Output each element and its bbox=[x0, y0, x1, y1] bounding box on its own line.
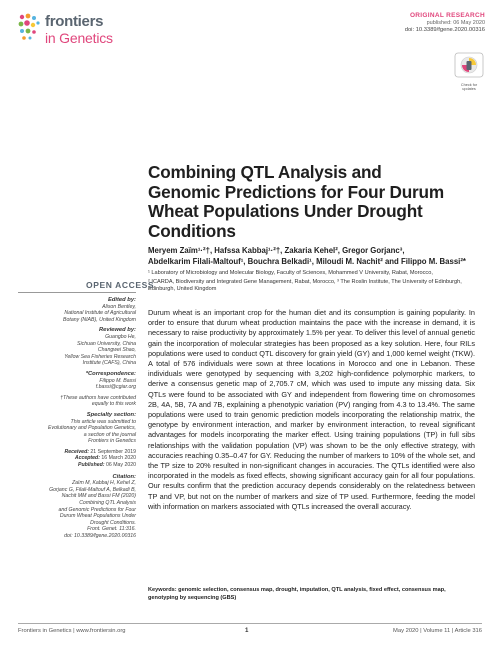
sidebar-line: Evolutionary and Population Genetics, bbox=[48, 425, 136, 432]
journal-logo[interactable] bbox=[18, 11, 128, 51]
footer-journal-link[interactable]: Frontiers in Genetics | www.frontiersin.org bbox=[18, 628, 126, 634]
open-access-label: OPEN ACCESS bbox=[86, 280, 155, 290]
journal-name: in Genetics bbox=[45, 30, 113, 46]
article-sidebar bbox=[18, 297, 136, 544]
title-line: Wheat Populations Under Drought bbox=[148, 201, 423, 221]
sidebar-line: Combining QTL Analysis bbox=[79, 500, 136, 507]
citation-heading: Citation: bbox=[112, 473, 136, 480]
published-date: published: 06 May 2020 bbox=[426, 20, 485, 26]
abstract: Durum wheat is an important crop for the human diet and its consumption is gaining popularity. In order to ensure that durum wheat production maintains the pace with the increase in demand, it is necessary to raise productivity by approximately 1.5% per year. To deliver this level of annual genetic gain the incorporation of molecular strategies has been proposed as a key solution. Here, four RILs populations were used to conduct QTL discovery for grain yield (GY) and 1,000 kernel weight (TKW). A total of 576 individuals were sown at three locations in Morocco and one in Lebanon. These individuals were genotyped by sequencing with 3,202 high-confidence polymorphic markers, to derive a consensus genetic map of 2,705.7 cM, which was used to impute any missing data. Six QTLs were found to be associated with GY and independent from flowering time on chromosomes 2B, 4A, 5B, 7A and 7B, explaining a phenotypic variation (PV) ranging from 4.3 to 13.4%. The same populations were used to train genomic prediction models incorporating the relationship matrix, the genotype by environment interaction, and marker by environment interaction, to reveal significant advantages for models incorporating the marker effect. Using training populations (TP) in full sibs relationships with the validation population (VP) was shown to be the only effective strategy, with accuracies reaching 0.35–0.47 for GY. Reducing the number of markers to 10% of the whole set, and the TP size to 20% resulted in non-significant changes in accuracies. The QTLs identified were also incorporated in the models as fixed effects, showing significant accuracy gain for all four populations. Our results confirm that the prediction accuracy depends considerably on the relatedness between TP and VP, but not on the number of markers and size of TP used. Furthermore, feeding the model with information on markers associated with QTLs increased the overall accuracy. bbox=[148, 308, 475, 511]
sidebar-line: Filippo M. Bassi bbox=[99, 377, 136, 384]
date-value: 16 March 2020 bbox=[101, 455, 136, 462]
page-number: 1 bbox=[245, 627, 249, 634]
date-published bbox=[18, 462, 136, 469]
affiliations bbox=[148, 270, 473, 295]
article-type: ORIGINAL RESEARCH bbox=[409, 12, 485, 19]
crossmark-label: Check for updates bbox=[460, 83, 478, 91]
sidebar-line: Guangbo He, bbox=[105, 333, 136, 340]
keywords bbox=[148, 587, 475, 602]
affiliation: ¹ Laboratory of Microbiology and Molecular Biology, Faculty of Sciences, Mohammed V University, Rabat, Morocco, bbox=[148, 270, 433, 276]
title-line: Genomic Predictions for Four Durum bbox=[148, 181, 444, 202]
correspondence bbox=[18, 371, 136, 391]
sidebar-line: and Genomic Predictions for Four bbox=[58, 506, 136, 513]
footer-issue-info: May 2020 | Volume 11 | Article 316 bbox=[393, 628, 482, 634]
reviewed-by bbox=[18, 327, 136, 367]
correspondence-email[interactable]: f.bassi@cgiar.org bbox=[95, 384, 136, 391]
citation bbox=[18, 474, 136, 540]
sidebar-line: Front. Genet. 11:316. bbox=[87, 526, 136, 533]
article-meta bbox=[285, 12, 485, 33]
sidebar-line: Changwei Shao, bbox=[97, 347, 136, 354]
crossmark-badge[interactable] bbox=[454, 52, 484, 91]
frontiers-dots-icon bbox=[18, 13, 42, 43]
title-line: Conditions bbox=[148, 220, 236, 241]
sidebar-line: †These authors have contributed bbox=[60, 394, 136, 401]
sidebar-line: Nachit MM and Bassi FM (2020) bbox=[61, 493, 136, 500]
reviewed-by-heading: Reviewed by: bbox=[98, 327, 136, 334]
specialty-heading: Specialty section: bbox=[86, 411, 136, 418]
sidebar-line: a section of the journal bbox=[83, 431, 136, 438]
sidebar-line: Yellow Sea Fisheries Research bbox=[64, 353, 136, 360]
affiliation: ² ICARDA, Biodiversity and Integrated Gene Management, Rabat, Morocco, ³ The Roslin Institute, The University of Edinburgh, Edinburgh, United Kingdom bbox=[148, 278, 462, 292]
edited-by-heading: Edited by: bbox=[107, 297, 136, 303]
date-value: 21 September 2019 bbox=[90, 448, 136, 455]
sidebar-line: This article was submitted to bbox=[70, 418, 136, 425]
sidebar-line: equally to this work bbox=[91, 401, 136, 408]
keywords-text: genomic selection, consensus map, drought, imputation, QTL analysis, fixed effect, consensus map, genotyping by sequencing (GBS) bbox=[148, 587, 446, 601]
equal-contribution-note bbox=[18, 395, 136, 408]
sidebar-line: Zaïm M, Kabbaj H, Kehel Z, bbox=[71, 480, 136, 487]
sidebar-line: Alison Bentley, bbox=[102, 303, 136, 310]
sidebar-line: Durum Wheat Populations Under bbox=[59, 513, 136, 520]
sidebar-line: Frontiers in Genetics bbox=[88, 438, 136, 445]
sidebar-line: Drought Conditions. bbox=[90, 519, 136, 526]
date-label: Received: bbox=[64, 448, 89, 455]
author-line[interactable]: Abdelkarim Filali-Maltouf¹, Bouchra Belkadi¹, Miloudi M. Nachit² and Filippo M. Bassi²* bbox=[148, 256, 466, 266]
crossmark-icon bbox=[454, 52, 484, 78]
article-dates bbox=[18, 449, 136, 469]
date-received bbox=[18, 449, 136, 456]
footer-divider bbox=[18, 623, 482, 624]
sidebar-line: Sichuan University, China bbox=[76, 340, 136, 347]
journal-brand: frontiers bbox=[45, 13, 104, 30]
sidebar-line: Institute (CAFS), China bbox=[82, 360, 136, 367]
sidebar-line: Botany (NIAB), United Kingdom bbox=[63, 316, 136, 323]
date-label: Published: bbox=[78, 462, 105, 469]
title-line: Combining QTL Analysis and bbox=[148, 162, 382, 182]
date-value: 06 May 2020 bbox=[106, 462, 136, 469]
specialty-section bbox=[18, 412, 136, 445]
edited-by bbox=[18, 297, 136, 323]
sidebar-line: Gorjanc G, Filali-Maltouf A, Belkadi B, bbox=[49, 486, 136, 493]
correspondence-heading: *Correspondence: bbox=[85, 370, 136, 377]
keywords-label: Keywords: bbox=[148, 587, 177, 593]
date-label: Accepted: bbox=[74, 455, 100, 462]
author-line[interactable]: Meryem Zaïm¹·²†, Hafssa Kabbaj¹·²†, Zakaria Kehel², Gregor Gorjanc³, bbox=[148, 246, 405, 255]
date-accepted bbox=[18, 455, 136, 462]
author-list[interactable] bbox=[148, 246, 473, 267]
article-doi[interactable]: doi: 10.3389/fgene.2020.00316 bbox=[404, 27, 485, 33]
sidebar-divider bbox=[18, 292, 136, 293]
article-title bbox=[148, 163, 468, 241]
citation-doi[interactable]: doi: 10.3389/fgene.2020.00316 bbox=[64, 533, 136, 539]
sidebar-line: National Institute of Agricultural bbox=[64, 310, 136, 317]
